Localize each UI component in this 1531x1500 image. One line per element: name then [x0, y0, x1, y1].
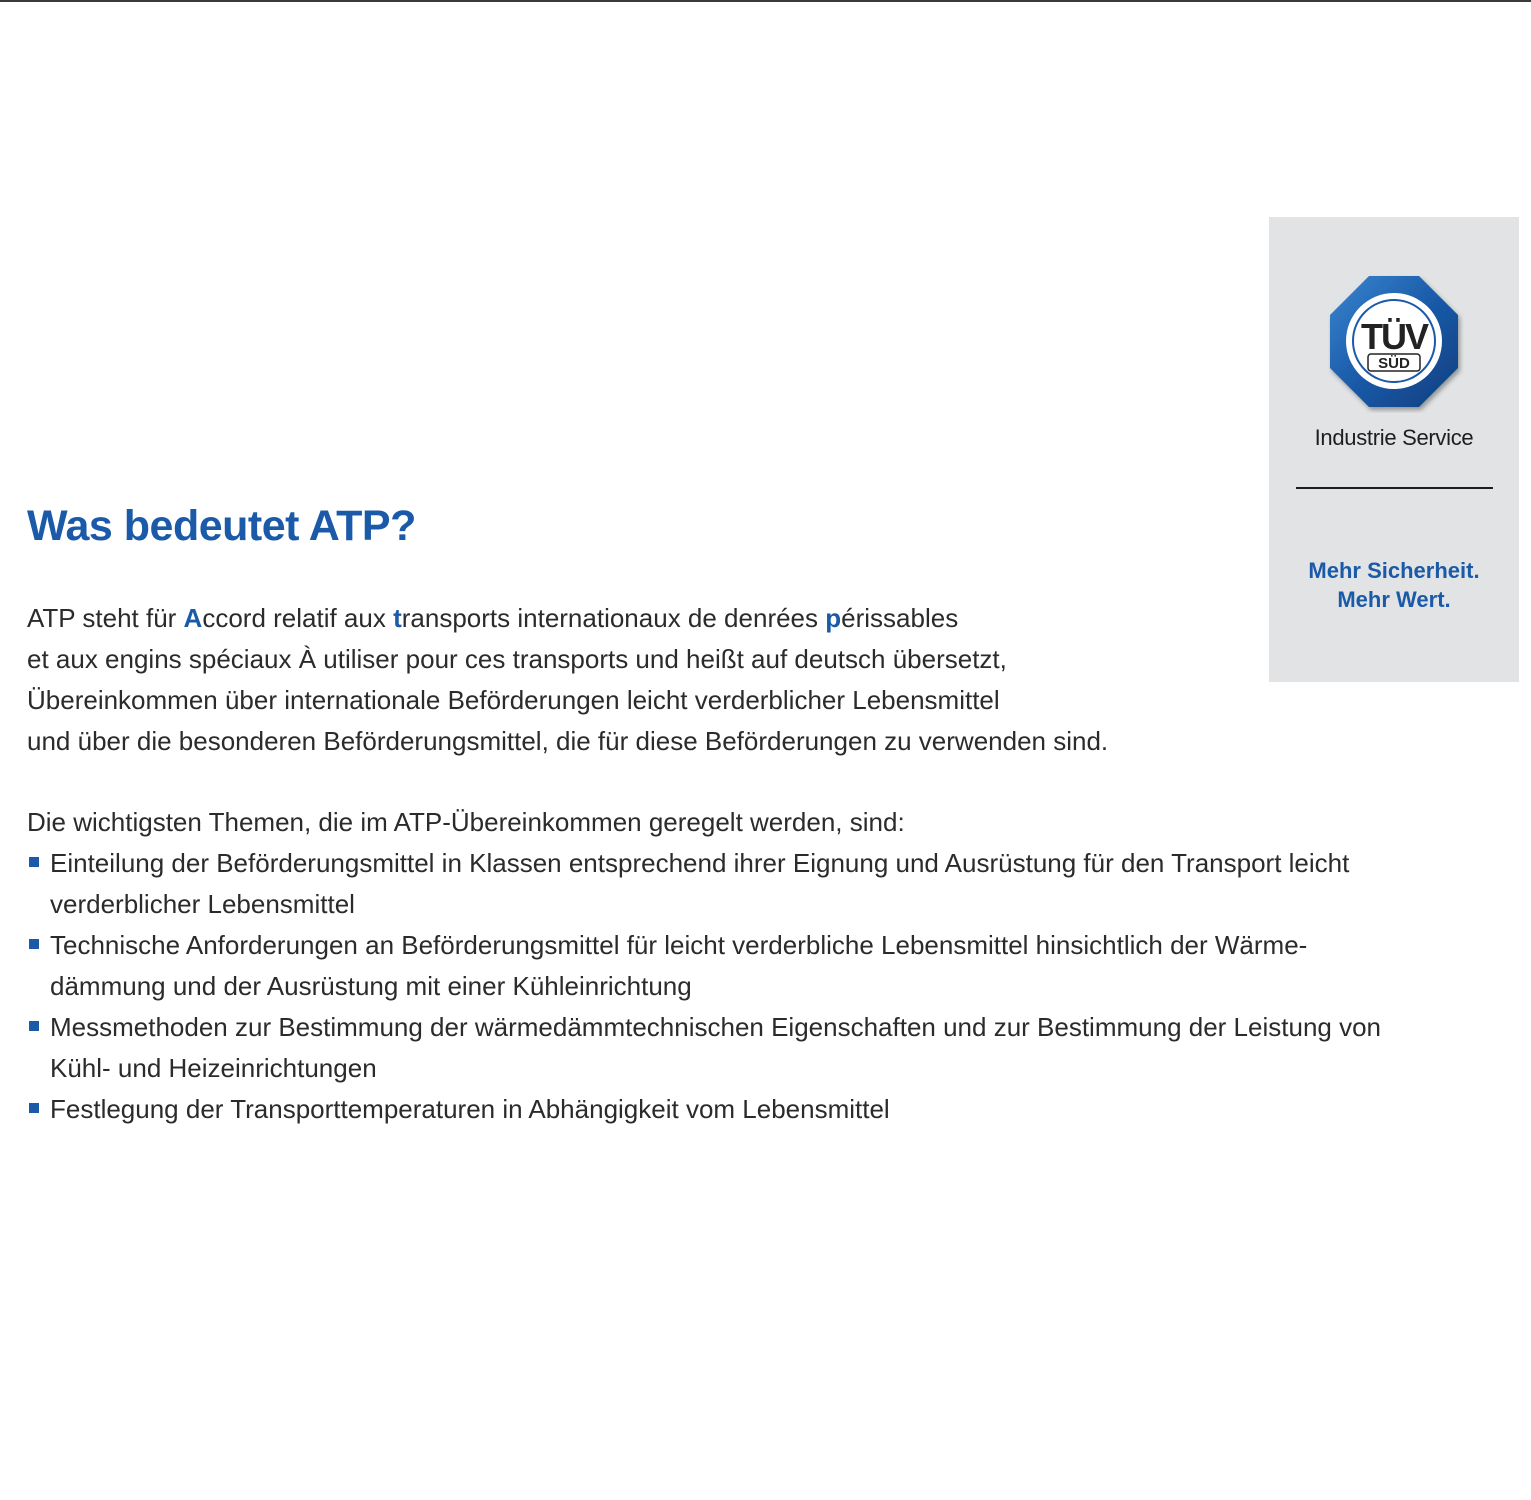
intro-text: ATP steht für [27, 603, 184, 633]
acronym-letter-a: A [183, 603, 203, 633]
tuv-sud-logo [1324, 273, 1464, 413]
square-bullet-icon [29, 857, 39, 867]
intro-paragraph [27, 598, 1227, 762]
acronym-letter-t: t [393, 603, 402, 633]
intro-text: ransports internationaux de denrées [401, 603, 826, 633]
list-item [27, 925, 1447, 1007]
list-item-line: Messmethoden zur Bestimmung der wärmedämmtechnischen Eigenschaften und zur Bestimmung der Leistung von [50, 1012, 1382, 1042]
list-item [27, 1089, 1447, 1130]
list-item-line: Einteilung der Beförderungsmittel in Klassen entsprechend ihrer Eignung und Ausrüstung für den Transport leicht [50, 848, 1350, 878]
topics-intro: Die wichtigsten Themen, die im ATP-Übereinkommen geregelt werden, sind: [27, 807, 905, 837]
intro-line-3: Übereinkommen über internationale Beförderungen leicht verderblicher Lebensmittel [27, 685, 1000, 715]
intro-text: érissables [841, 603, 959, 633]
intro-line-1 [27, 598, 1227, 639]
list-item-line: dämmung und der Ausrüstung mit einer Kühleinrichtung [50, 971, 692, 1001]
topic-list [27, 843, 1447, 1130]
square-bullet-icon [29, 939, 39, 949]
top-rule [0, 0, 1531, 2]
division-label: Industrie Service [1314, 425, 1474, 450]
list-item [27, 1007, 1447, 1089]
logo-main-text: TÜV [1361, 316, 1427, 357]
acronym-letter-p: p [825, 603, 842, 633]
brand-panel [1269, 217, 1519, 682]
square-bullet-icon [29, 1021, 39, 1031]
slogan-line-2: Mehr Wert. [1337, 587, 1451, 612]
intro-line-2: et aux engins spéciaux À utiliser pour ces transports und heißt auf deutsch übersetzt, [27, 644, 1007, 674]
intro-text: ccord relatif aux [202, 603, 394, 633]
tuv-sud-octagon-icon [1324, 273, 1464, 413]
panel-divider [1296, 487, 1493, 489]
logo-sub-text: SÜD [1378, 355, 1410, 372]
slogan-line-1: Mehr Sicherheit. [1308, 558, 1480, 583]
list-item-line: verderblicher Lebensmittel [50, 889, 355, 919]
intro-line-4: und über die besonderen Beförderungsmittel, die für diese Beförderungen zu verwenden sind. [27, 726, 1109, 756]
list-item [27, 843, 1447, 925]
square-bullet-icon [29, 1103, 39, 1113]
page-title: Was bedeutet ATP? [27, 502, 416, 550]
list-item-line: Technische Anforderungen an Beförderungsmittel für leicht verderbliche Lebensmittel hinsichtlich der Wärme- [50, 930, 1308, 960]
list-item-line: Kühl- und Heizeinrichtungen [50, 1053, 377, 1083]
list-item-line: Festlegung der Transporttemperaturen in Abhängigkeit vom Lebensmittel [50, 1094, 890, 1124]
